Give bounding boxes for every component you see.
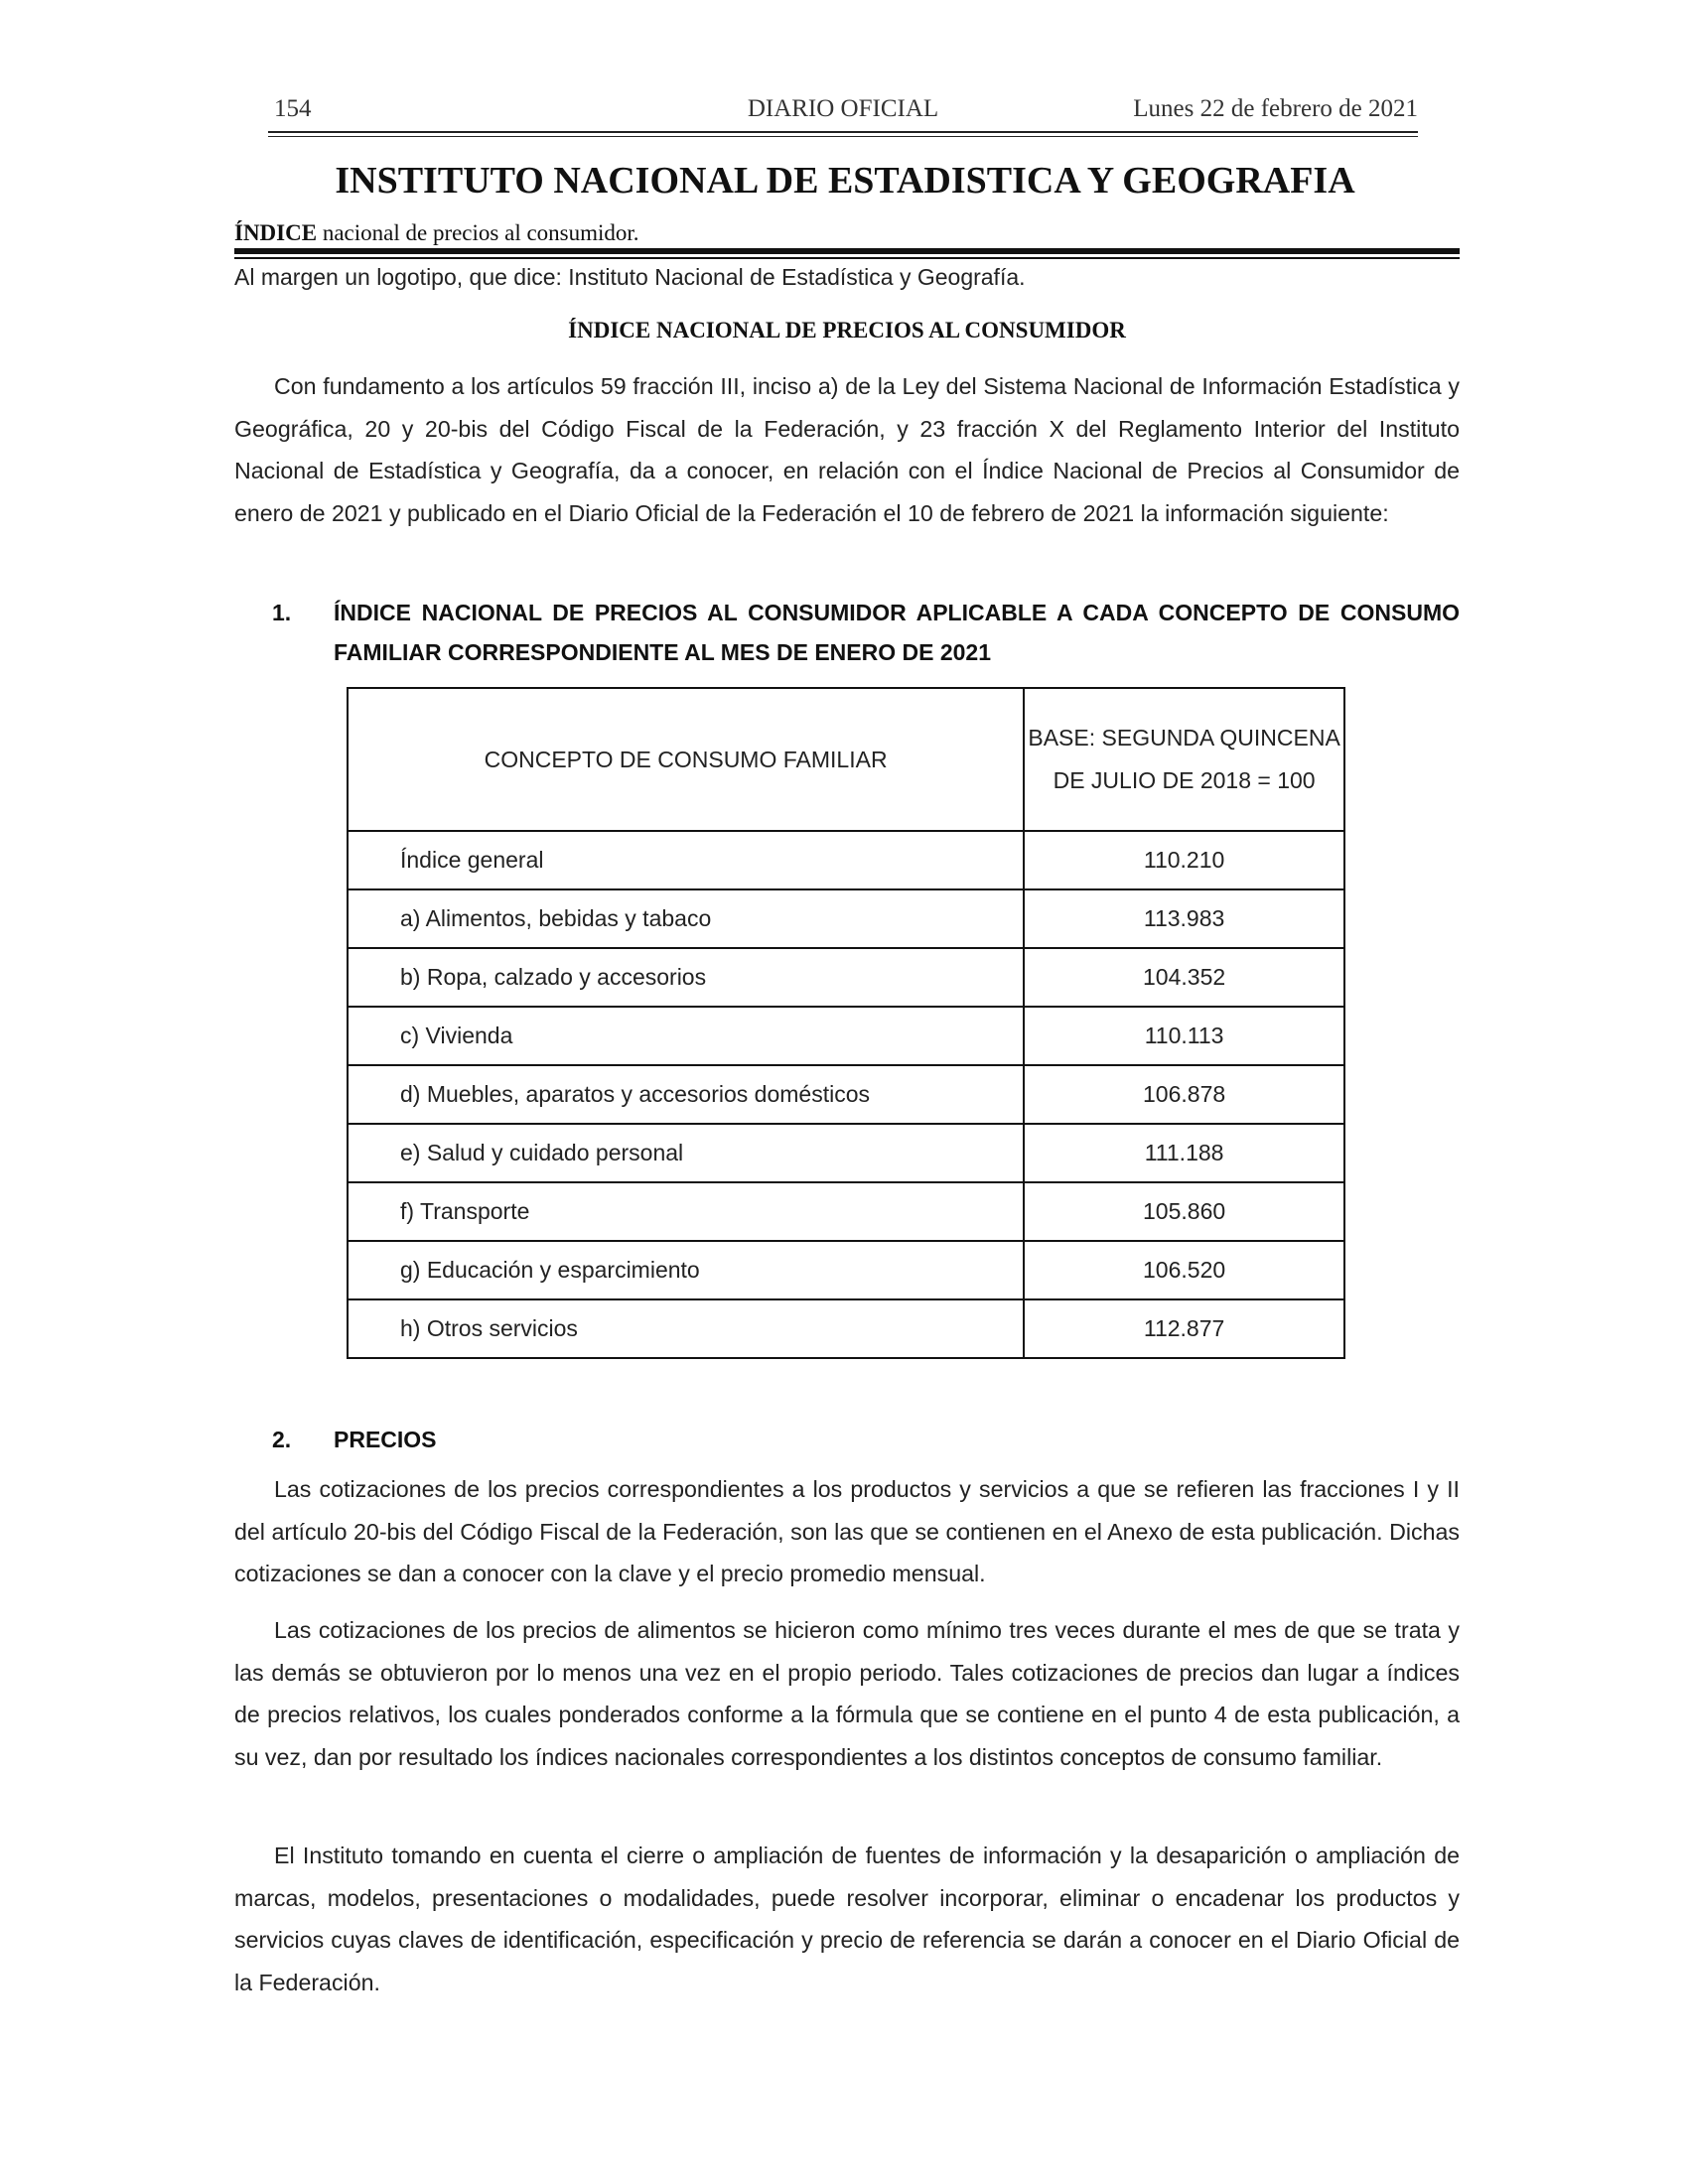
section-rule-thin [234,257,1460,259]
value-cell: 113.983 [1024,889,1344,948]
table-row [348,948,1344,1007]
table-row [348,1182,1344,1241]
section-1-title: ÍNDICE NACIONAL DE PRECIOS AL CONSUMIDOR APLICABLE A CADA CONCEPTO DE CONSUMO FAMILIAR CORRESPONDIENTE AL MES DE ENERO DE 2021 [334,600,1460,665]
table-header-row [348,688,1344,831]
value-cell: 106.878 [1024,1065,1344,1124]
table-row [348,1241,1344,1299]
body-paragraph: Las cotizaciones de los precios correspondientes a los productos y servicios a que se refieren las fracciones I y II del artículo 20-bis del Código Fiscal de la Federación, son las que se contienen en el Anexo de esta publicación. Dichas cotizaciones se dan a conocer con la clave y el precio promedio mensual. [234,1476,1460,1586]
table-row [348,1124,1344,1182]
concept-cell: a) Alimentos, bebidas y tabaco [348,889,1024,948]
value-cell: 105.860 [1024,1182,1344,1241]
table-row [348,1299,1344,1358]
page-number: 154 [274,95,312,122]
section-heading [234,220,639,246]
section-1-number: 1. [272,600,292,625]
document-title: ÍNDICE NACIONAL DE PRECIOS AL CONSUMIDOR [568,318,1126,342]
publication-name: DIARIO OFICIAL [747,95,939,122]
table-header-concept: CONCEPTO DE CONSUMO FAMILIAR [348,688,1024,831]
value-cell: 110.113 [1024,1007,1344,1065]
section-rule [234,248,1460,254]
value-cell: 111.188 [1024,1124,1344,1182]
header-rule [268,131,1418,133]
concept-cell: h) Otros servicios [348,1299,1024,1358]
table-row [348,1065,1344,1124]
body-paragraph: Las cotizaciones de los precios de alimentos se hicieron como mínimo tres veces durante el mes de que se trata y las demás se obtuvieron por lo menos una vez en el propio periodo. Tales cotizaciones de precios dan lugar a índices de precios relativos, los cuales ponderados conforme a la fórmula que se contiene en el punto 4 de esta publicación, a su vez, dan por resultado los índices nacionales correspondientes a los distintos conceptos de consumo familiar. [234,1617,1460,1770]
concept-cell: d) Muebles, aparatos y accesorios domésticos [348,1065,1024,1124]
value-cell: 104.352 [1024,948,1344,1007]
cpi-table [347,687,1345,1359]
value-cell: 112.877 [1024,1299,1344,1358]
intro-paragraph: Con fundamento a los artículos 59 fracción III, inciso a) de la Ley del Sistema Nacional de Información Estadística y Geográfica, 20 y 20-bis del Código Fiscal de la Federación, y 23 fracción X del Reglamento Interior del Instituto Nacional de Estadística y Geografía, da a conocer, en relación con el Índice Nacional de Precios al Consumidor de enero de 2021 y publicado en el Diario Oficial de la Federación el 10 de febrero de 2021 la información siguiente: [234,373,1460,526]
publication-date: Lunes 22 de febrero de 2021 [1133,95,1418,122]
table-row [348,1007,1344,1065]
concept-cell: f) Transporte [348,1182,1024,1241]
concept-cell: b) Ropa, calzado y accesorios [348,948,1024,1007]
section-2-number: 2. [272,1427,292,1452]
table-header-base: BASE: SEGUNDA QUINCENA DE JULIO DE 2018 = 100 [1024,688,1344,831]
header-rule-secondary [268,136,1418,137]
concept-cell: c) Vivienda [348,1007,1024,1065]
body-paragraph: El Instituto tomando en cuenta el cierre o ampliación de fuentes de información y la desaparición o ampliación de marcas, modelos, presentaciones o modalidades, puede resolver incorporar, eliminar o encadenar los productos y servicios cuyas claves de identificación, especificación y precio de referencia se darán a conocer en el Diario Oficial de la Federación. [234,1843,1460,1995]
section-heading-bold: ÍNDICE [234,220,318,245]
table-row [348,831,1344,889]
margin-note: Al margen un logotipo, que dice: Instituto Nacional de Estadística y Geografía. [234,264,1026,290]
table-row [348,889,1344,948]
section-2-title: PRECIOS [334,1427,437,1452]
value-cell: 106.520 [1024,1241,1344,1299]
value-cell: 110.210 [1024,831,1344,889]
concept-cell: g) Educación y esparcimiento [348,1241,1024,1299]
concept-cell: Índice general [348,831,1024,889]
concept-cell: e) Salud y cuidado personal [348,1124,1024,1182]
section-heading-rest: nacional de precios al consumidor. [317,220,639,245]
page-header [268,95,1418,131]
institute-title: INSTITUTO NACIONAL DE ESTADISTICA Y GEOGRAFIA [335,160,1355,202]
